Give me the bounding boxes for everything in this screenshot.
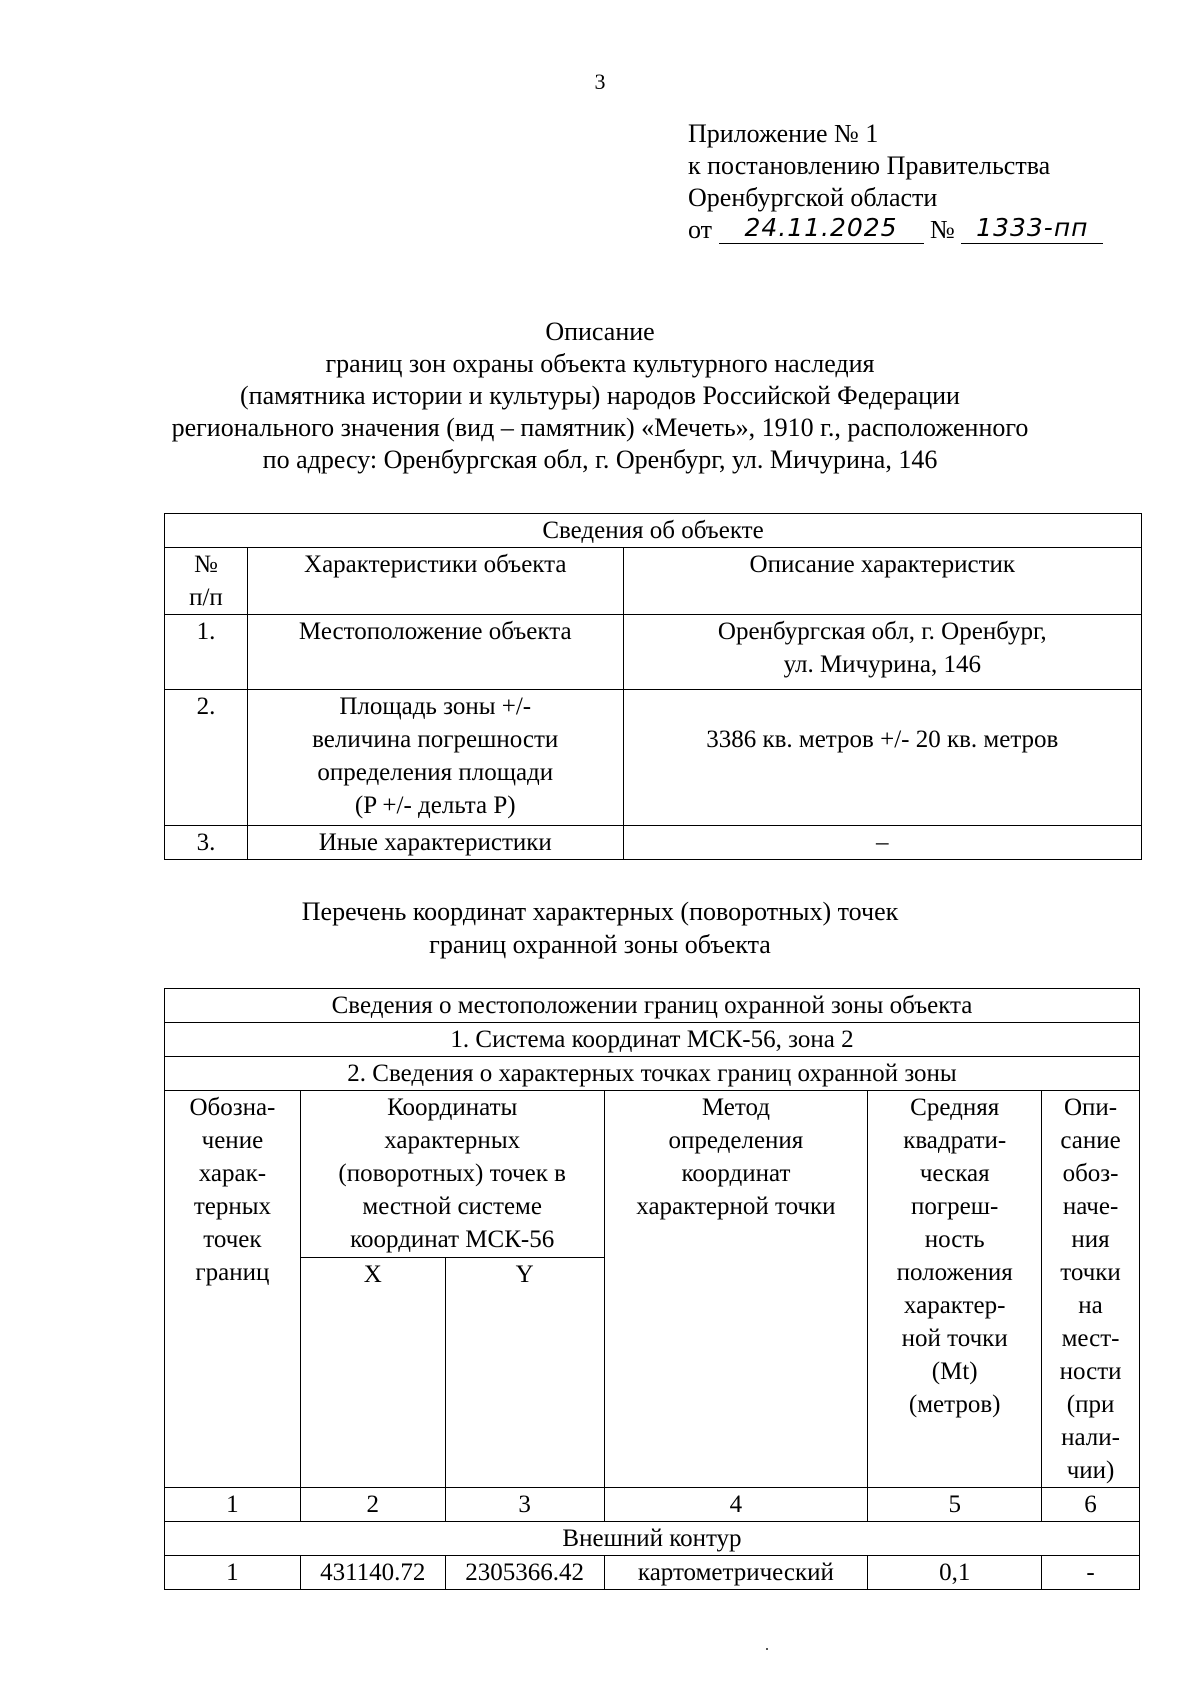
table-caption-row	[165, 514, 1142, 548]
points-caption: 2. Сведения о характерных точках границ охранной зоны	[165, 1057, 1140, 1091]
row-num: 1.	[165, 615, 248, 690]
table-header-row	[165, 548, 1142, 615]
title-line: по адресу: Оренбургская обл, г. Оренбург, ул. Мичурина, 146	[262, 445, 938, 474]
header-point-description: Опи- сание обоз- наче- ния точки на мест- ности (при нали- чии)	[1042, 1091, 1140, 1488]
row-num: 2.	[165, 690, 248, 826]
row-description: 3386 кв. метров +/- 20 кв. метров	[623, 690, 1141, 826]
column-number: 5	[868, 1488, 1042, 1522]
coordinate-system: 1. Система координат МСК-56, зона 2	[165, 1023, 1140, 1057]
column-numbers-row	[165, 1488, 1140, 1522]
table-row	[165, 1556, 1140, 1590]
page-number: 3	[594, 69, 606, 94]
table-caption: Сведения об объекте	[165, 514, 1142, 548]
header-description: Описание характеристик	[623, 548, 1141, 615]
header-point-designation: Обозна- чение харак- терных точек границ	[165, 1091, 301, 1488]
points-caption-row	[165, 1057, 1140, 1091]
header-coordinates: Координаты характерных (поворотных) точек в местной системе координат МСК-56	[300, 1091, 604, 1258]
handwritten-date: 24.11.2025	[744, 213, 898, 242]
title-line: регионального значения (вид – памятник) «Мечеть», 1910 г., расположенного	[171, 413, 1029, 442]
from-label: от	[688, 215, 713, 244]
title-line: границ зон охраны объекта культурного наследия	[325, 349, 875, 378]
point-desc: -	[1042, 1556, 1140, 1590]
handwritten-number: 1333-пп	[976, 213, 1089, 242]
object-info-table	[164, 513, 1142, 860]
point-x: 431140.72	[300, 1556, 445, 1590]
row-description: Оренбургская обл, г. Оренбург, ул. Мичурина, 146	[623, 615, 1141, 690]
table-row	[165, 826, 1142, 860]
column-number: 2	[300, 1488, 445, 1522]
document-title	[100, 316, 1100, 476]
column-number: 3	[445, 1488, 604, 1522]
row-characteristic: Площадь зоны +/- величина погрешности определения площади (P +/- дельта P)	[247, 690, 623, 826]
header-num: № п/п	[165, 548, 248, 615]
row-num: 3.	[165, 826, 248, 860]
heading-line: границ охранной зоны объекта	[429, 930, 771, 959]
coordinates-heading	[100, 895, 1100, 961]
number-label: №	[930, 215, 955, 244]
header-x: X	[300, 1258, 445, 1488]
header-y: Y	[445, 1258, 604, 1488]
date-underline	[719, 213, 924, 244]
coordinates-table	[164, 988, 1140, 1590]
row-characteristic: Местоположение объекта	[247, 615, 623, 690]
table-caption-row	[165, 989, 1140, 1023]
row-characteristic: Иные характеристики	[247, 826, 623, 860]
point-method: картометрический	[604, 1556, 868, 1590]
column-number: 4	[604, 1488, 868, 1522]
header-method: Метод определения координат характерной точки	[604, 1091, 868, 1488]
appendix-title: Приложение № 1	[688, 119, 879, 148]
appendix-line: Оренбургской области	[688, 183, 938, 212]
appendix-block	[688, 118, 1108, 246]
column-number: 1	[165, 1488, 301, 1522]
column-number: 6	[1042, 1488, 1140, 1522]
appendix-line: к постановлению Правительства	[688, 151, 1051, 180]
number-underline	[961, 213, 1103, 244]
contour-label: Внешний контур	[165, 1522, 1140, 1556]
heading-line: Перечень координат характерных (поворотных) точек	[301, 897, 899, 926]
table-row	[165, 615, 1142, 690]
point-mt: 0,1	[868, 1556, 1042, 1590]
table-caption: Сведения о местоположении границ охранной зоны объекта	[165, 989, 1140, 1023]
table-header-row	[165, 1091, 1140, 1258]
header-mean-error: Средняя квадрати- ческая погреш- ность положения характер- ной точки (Mt) (метров)	[868, 1091, 1042, 1488]
row-description: –	[623, 826, 1141, 860]
title-line: Описание	[545, 317, 655, 346]
scan-speck	[766, 1648, 768, 1650]
table-row	[165, 690, 1142, 826]
point-id: 1	[165, 1556, 301, 1590]
point-y: 2305366.42	[445, 1556, 604, 1590]
header-characteristic: Характеристики объекта	[247, 548, 623, 615]
title-line: (памятника истории и культуры) народов Российской Федерации	[240, 381, 960, 410]
coordinate-system-row	[165, 1023, 1140, 1057]
contour-row	[165, 1522, 1140, 1556]
appendix-date-line	[688, 214, 1108, 246]
